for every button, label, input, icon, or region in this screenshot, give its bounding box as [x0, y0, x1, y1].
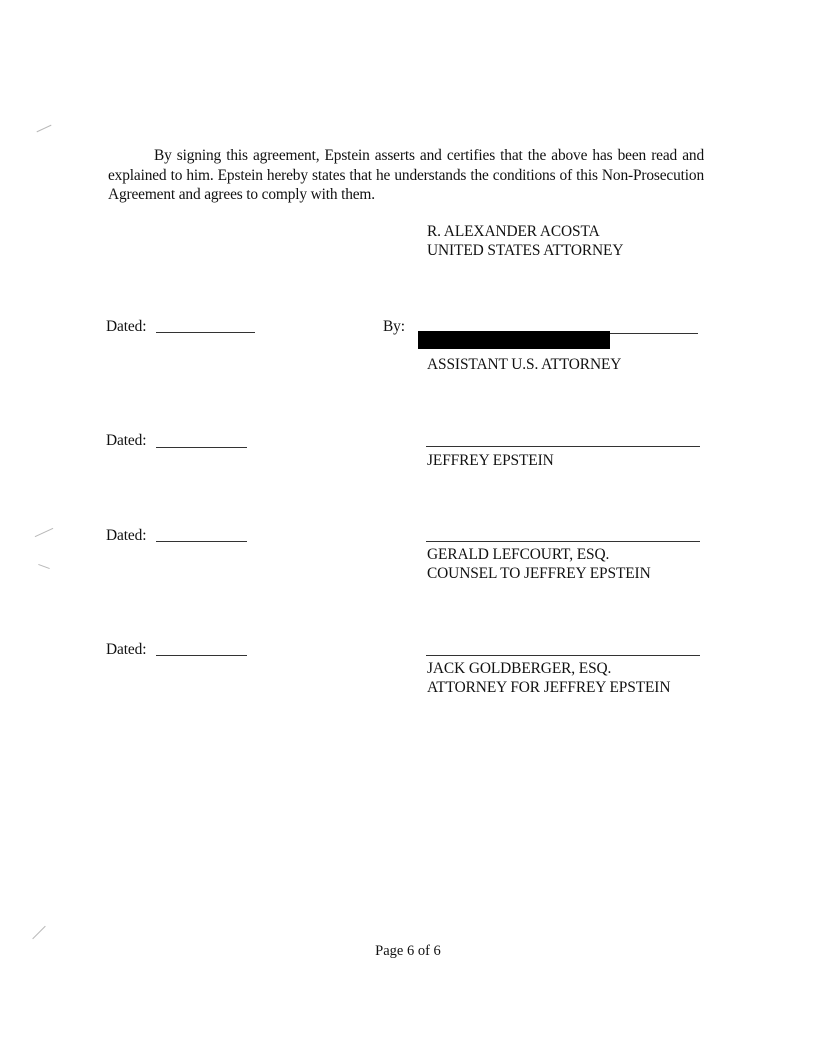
scan-speck — [37, 125, 52, 133]
signer-name-2: JEFFREY EPSTEIN — [427, 452, 554, 469]
agreement-paragraph: By signing this agreement, Epstein asserts and certifies that the above has been read and explained to him. Epstein hereby states that he understands the conditions of this Non-Prosecution Agreement and agrees to comply with them. — [108, 147, 704, 203]
signer-title-1: ASSISTANT U.S. ATTORNEY — [427, 356, 622, 373]
dated-label-4: Dated: — [106, 641, 147, 658]
signer-title-4: ATTORNEY FOR JEFFREY EPSTEIN — [427, 679, 671, 696]
us-attorney-title: UNITED STATES ATTORNEY — [427, 242, 624, 259]
signer-name-3: GERALD LEFCOURT, ESQ. — [427, 546, 610, 563]
dated-line-4 — [156, 655, 247, 656]
dated-label-2: Dated: — [106, 432, 147, 449]
by-label: By: — [383, 318, 405, 335]
scan-speck — [32, 926, 45, 939]
scan-speck — [38, 564, 50, 569]
signer-name-4: JACK GOLDBERGER, ESQ. — [427, 660, 612, 677]
signature-line-2 — [426, 446, 700, 447]
page-number: Page 6 of 6 — [375, 943, 441, 959]
dated-line-3 — [156, 541, 247, 542]
dated-label-3: Dated: — [106, 527, 147, 544]
dated-line-2 — [156, 447, 247, 448]
dated-label-1: Dated: — [106, 318, 147, 335]
scan-speck — [35, 528, 54, 537]
signature-line-4 — [426, 655, 700, 656]
signer-title-3: COUNSEL TO JEFFREY EPSTEIN — [427, 565, 651, 582]
redaction-block — [418, 331, 610, 349]
signature-line-3 — [426, 541, 700, 542]
us-attorney-name: R. ALEXANDER ACOSTA — [427, 223, 600, 240]
dated-line-1 — [156, 332, 255, 333]
